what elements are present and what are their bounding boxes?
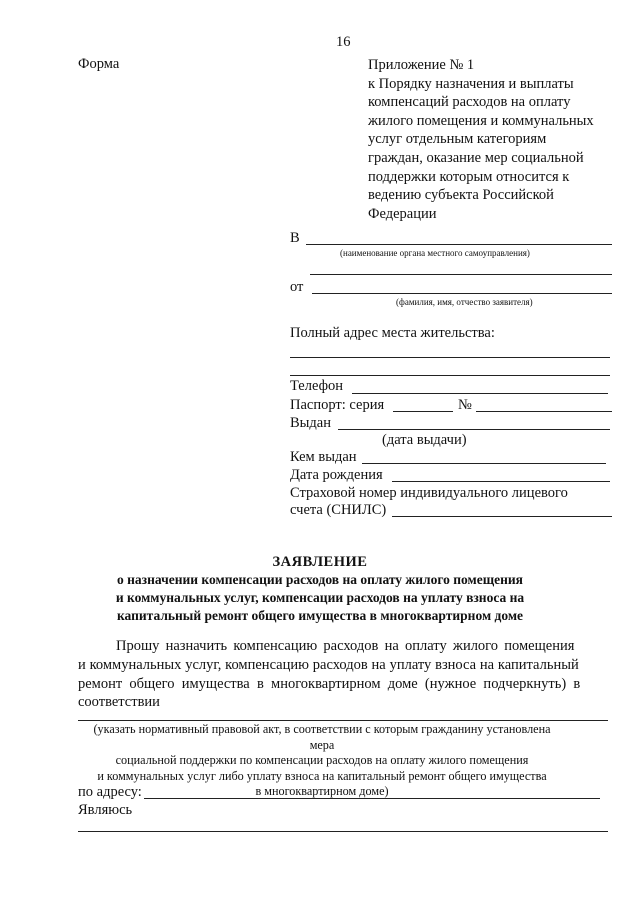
statement-subtitle-line: и коммунальных услуг, компенсации расходов на уплату взноса на — [115, 590, 525, 605]
appendix-line: граждан, оказание мер социальной — [368, 149, 584, 166]
statement-subtitle-line: о назначении компенсации расходов на оплату жилого помещения — [117, 572, 523, 587]
appendix-line: жилого помещения и коммунальных — [368, 112, 594, 129]
issued-by-label: Кем выдан — [290, 449, 357, 465]
from-label: от — [290, 279, 304, 295]
passport-series-line[interactable] — [393, 411, 453, 412]
appendix-line: компенсаций расходов на оплату — [368, 94, 571, 111]
phone-field-line[interactable] — [352, 393, 608, 394]
issued-field-line[interactable] — [338, 429, 610, 430]
to-label: В — [290, 230, 300, 246]
address-label: Полный адрес места жительства: — [290, 325, 495, 341]
phone-label: Телефон — [290, 378, 343, 394]
legal-act-hint-line: в многоквартирном доме) — [255, 784, 389, 798]
paragraph-line: соответствии — [78, 694, 160, 710]
issued-label: Выдан — [290, 415, 331, 431]
being-field-line[interactable] — [78, 831, 608, 832]
snils-field-line[interactable] — [392, 516, 612, 517]
being-label: Являюсь — [78, 802, 133, 818]
legal-act-hint-line: социальной поддержки по компенсации расходов на оплату жилого помещения — [115, 753, 529, 767]
passport-number-line[interactable] — [476, 411, 612, 412]
passport-number-label: № — [458, 397, 472, 413]
appendix-line: ведению субъекта Российской — [368, 187, 554, 204]
legal-act-field-line[interactable] — [78, 720, 608, 721]
issue-date-hint: (дата выдачи) — [382, 432, 467, 448]
legal-act-hint — [92, 722, 552, 800]
residence-address-label: по адресу: — [78, 784, 142, 800]
appendix-line: услуг отдельным категориям — [368, 131, 547, 148]
legal-act-hint-line: (указать нормативный правовой акт, в соответствии с которым гражданину установлена мера — [93, 722, 551, 752]
paragraph-line: и коммунальных услуг, компенсацию расходов на уплату взноса на капитальный — [78, 657, 579, 673]
from-hint: (фамилия, имя, отчество заявителя) — [396, 297, 533, 307]
appendix-line: Приложение № 1 — [368, 57, 475, 73]
to-field-line[interactable] — [306, 244, 612, 245]
residence-address-field-line[interactable] — [144, 798, 600, 799]
appendix-block — [368, 56, 594, 223]
to-field-line-2[interactable] — [310, 274, 612, 275]
statement-title: ЗАЯВЛЕНИЕ — [272, 554, 368, 570]
snils-label-line2: счета (СНИЛС) — [290, 502, 387, 518]
passport-label: Паспорт: серия — [290, 397, 385, 413]
legal-act-hint-line: и коммунальных услуг либо уплату взноса на капитальный ремонт общего имущества — [97, 768, 547, 783]
appendix-line: Федерации — [368, 205, 437, 222]
birth-date-field-line[interactable] — [392, 481, 610, 482]
issued-by-field-line[interactable] — [362, 463, 606, 464]
birth-date-label: Дата рождения — [290, 467, 383, 483]
form-label: Форма — [78, 56, 120, 72]
from-field-line[interactable] — [312, 293, 612, 294]
statement-subtitle-line: капитальный ремонт общего имущества в многоквартирном доме — [116, 608, 524, 623]
address-line-1[interactable] — [290, 357, 610, 358]
snils-label-line1: Страховой номер индивидуального лицевого — [290, 485, 568, 501]
page-number: 16 — [336, 34, 351, 50]
appendix-line: к Порядку назначения и выплаты — [368, 75, 574, 92]
paragraph-line: Прошу назначить компенсацию расходов на оплату жилого помещения — [116, 638, 575, 654]
to-hint: (наименование органа местного самоуправления) — [340, 248, 530, 258]
appendix-line: поддержки которым относится к — [368, 168, 570, 185]
address-line-2[interactable] — [290, 375, 610, 376]
paragraph-line: ремонт общего имущества в многоквартирном доме (нужное подчеркнуть) в — [78, 676, 581, 692]
